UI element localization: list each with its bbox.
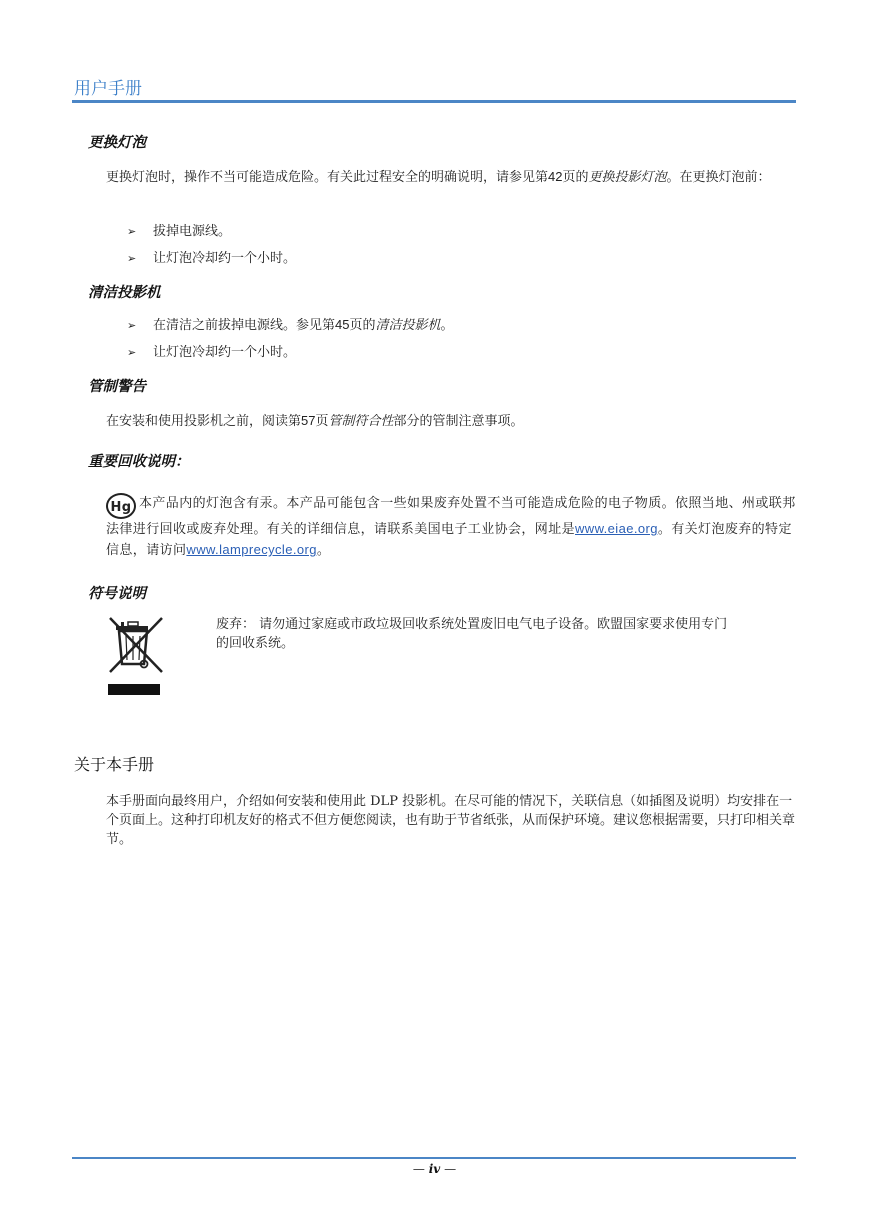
arrowhead-bullet-icon: ➢ [127,225,137,238]
regulatory-para-a: 在安装和使用投影机之前，阅读第 [106,414,302,429]
arrowhead-bullet-icon: ➢ [127,252,137,265]
arrowhead-bullet-icon: ➢ [127,346,137,359]
lamp-para-a: 更换灯泡时，操作不当可能造成危险。有关此过程安全的明确说明，请参见第 [106,170,549,185]
section-title-regulatory: 管制警告 [88,378,146,395]
lamp-reference: 更换投影灯泡 [588,170,667,185]
regulatory-page-number: 57 [301,413,316,428]
recycling-para-b: 。有关灯泡废弃的特定信息，请访问 [106,522,792,558]
arrowhead-bullet-icon: ➢ [127,319,137,332]
regulatory-paragraph [106,411,796,431]
section-title-lamp: 更换灯泡 [88,134,146,151]
recycling-paragraph [106,493,796,561]
regulatory-reference: 管制符合性 [328,414,394,429]
mercury-hg-icon: Hg [106,493,136,519]
cleaning-page-number: 45 [335,317,350,332]
header-rule [72,100,796,103]
recycling-para-a: 本产品内的灯泡含有汞。本产品可能包含一些如果废弃处置不当可能造成危险的电子物质。依照当地、州或联邦法律进行回收或废弃处理。有关的详细信息，请联系美国电子工业协会，网址是 [106,496,796,537]
eiae-link[interactable]: www.eiae.org [575,521,658,536]
section-title-recycling: 重要回收说明： [88,453,190,470]
cleaning-bullet-b: 页的 [349,318,376,333]
lamp-para-c: 。在更换灯泡前： [666,170,771,185]
list-item [127,247,296,266]
regulatory-para-c: 部分的管制注意事项。 [393,414,524,429]
about-paragraph: 本手册面向最终用户，介绍如何安装和使用此 DLP 投影机。在尽可能的情况下，关联信息（如插图及说明）均安排在一个页面上。这种打印机友好的格式不但方便您阅读，也有助于节省纸张，从而保护环境。建议您根据需要，只打印相关章节。 [106,794,796,847]
page-footer [0,1162,869,1176]
lamp-page-number: 42 [548,169,563,184]
section-title-about: 关于本手册 [74,755,155,774]
lamp-para-b: 页的 [562,170,589,185]
lamprecycle-link[interactable]: www.lamprecycle.org [186,542,317,557]
cleaning-bullet-c: 。 [440,318,454,333]
list-item-text: 让灯泡冷却约一个小时。 [153,345,297,360]
recycling-para-c: 。 [316,543,331,558]
lamp-paragraph [106,167,796,187]
regulatory-para-b: 页 [315,414,329,429]
list-item-text: 拔掉电源线。 [153,224,232,239]
list-item [127,220,231,239]
cleaning-reference: 清洁投影机 [375,318,441,333]
crossed-out-wheeled-bin-icon [106,614,166,698]
list-item [127,341,296,360]
section-title-symbols: 符号说明 [88,585,146,602]
page-number: iv [428,1162,441,1176]
disposal-description: 废弃： 请勿通过家庭或市政垃圾回收系统处置废旧电气电子设备。欧盟国家要求使用专门的回收系统。 [216,617,728,651]
list-item [127,314,454,333]
footer-rule [72,1157,796,1159]
cleaning-bullet-a: 在清洁之前拔掉电源线。参见第 [153,318,336,333]
footer-dash-right: — [444,1162,457,1176]
section-title-cleaning: 清洁投影机 [88,284,161,301]
header-title: 用户手册 [74,79,142,99]
list-item-text: 让灯泡冷却约一个小时。 [153,251,297,266]
footer-dash-left: — [412,1162,425,1176]
